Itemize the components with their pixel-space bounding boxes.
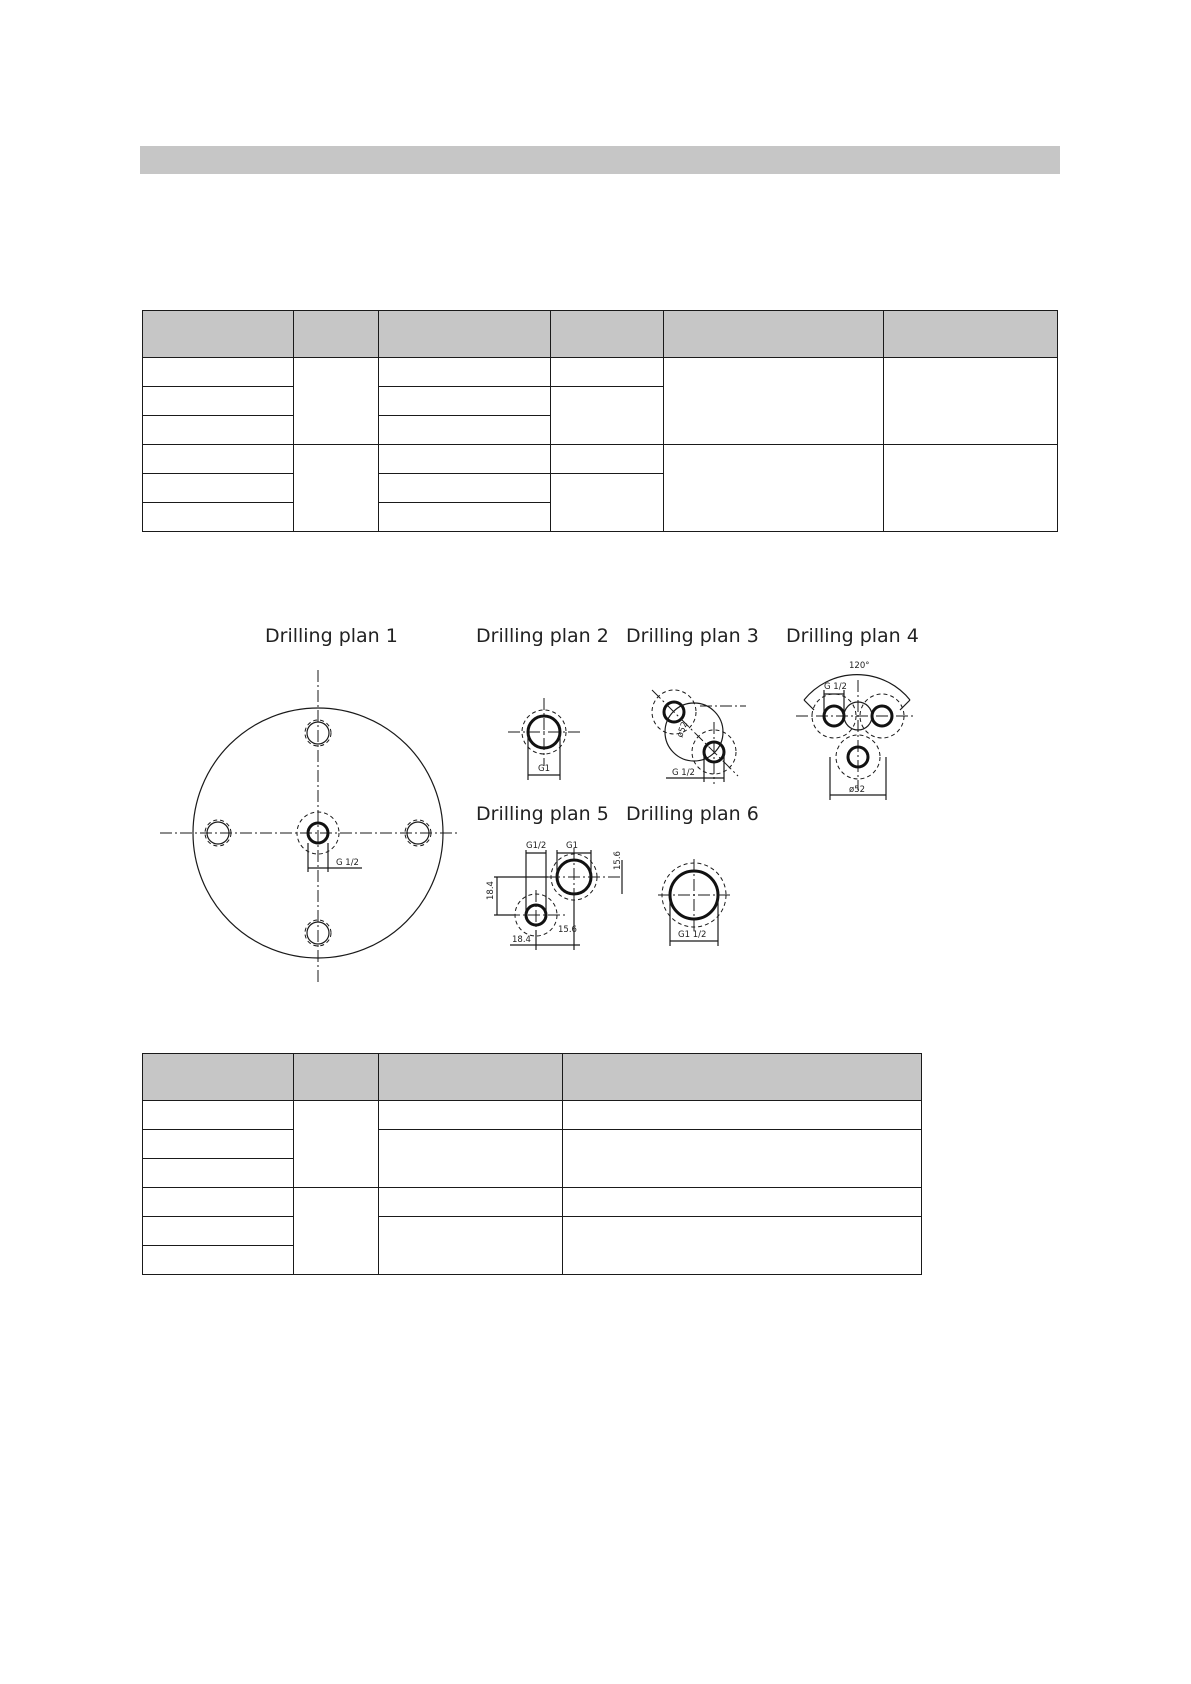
plan-3-diameter-label: ø52 xyxy=(675,720,691,740)
table-header-cell xyxy=(563,1054,922,1101)
table-cell xyxy=(143,1188,294,1217)
drilling-plan-1-figure xyxy=(160,670,458,985)
table-cell xyxy=(143,1217,294,1246)
table-cell xyxy=(143,1130,294,1159)
table-header-row xyxy=(143,1054,922,1101)
table-cell xyxy=(378,1188,563,1217)
table-header-cell xyxy=(143,1054,294,1101)
drilling-plan-3-figure xyxy=(652,690,746,784)
table-cell xyxy=(563,1101,922,1130)
table-cell xyxy=(563,1217,922,1275)
spec-table-2 xyxy=(142,1053,922,1275)
table-header-cell xyxy=(378,1054,563,1101)
plan-5-dim-label-c: 18.4 xyxy=(486,881,496,900)
drilling-plan-2-figure xyxy=(508,698,580,780)
table-cell xyxy=(378,1101,563,1130)
table-row xyxy=(143,1130,922,1159)
plan-1-dim-label: G 1/2 xyxy=(336,858,359,868)
plan-5-dim-label-a: G1/2 xyxy=(526,841,547,851)
drilling-plan-6-figure xyxy=(658,859,730,946)
plan-4-angle-label: 120° xyxy=(849,661,870,671)
table-cell xyxy=(378,1130,563,1188)
plan-3-dim-label: G 1/2 xyxy=(672,768,695,778)
plan-5-dim-label-e: 18.4 xyxy=(512,935,531,945)
drilling-plan-1-title: Drilling plan 1 xyxy=(265,625,398,647)
table-cell xyxy=(143,1159,294,1188)
plan-2-dim-label: G1 xyxy=(538,764,550,774)
plan-4-diameter-label: ø52 xyxy=(849,785,866,795)
drilling-plan-5-title: Drilling plan 5 xyxy=(476,803,609,825)
table-cell xyxy=(563,1130,922,1188)
table-row xyxy=(143,1217,922,1246)
drilling-plan-6-title: Drilling plan 6 xyxy=(626,803,759,825)
plan-4-thread-label: G 1/2 xyxy=(824,682,847,692)
table-cell xyxy=(143,1101,294,1130)
table-cell xyxy=(143,1246,294,1275)
table-cell xyxy=(293,1188,378,1275)
drilling-plan-2-title: Drilling plan 2 xyxy=(476,625,609,647)
plan-6-dim-label: G1 1/2 xyxy=(678,930,707,940)
drilling-plan-3-title: Drilling plan 3 xyxy=(626,625,759,647)
table-cell xyxy=(563,1188,922,1217)
plan-5-dim-label-f: 15.6 xyxy=(558,925,577,935)
table-row xyxy=(143,1188,922,1217)
plan-5-dim-label-d: 15.6 xyxy=(613,851,623,870)
table-cell xyxy=(378,1217,563,1275)
drilling-plan-4-figure xyxy=(796,661,916,800)
plan-5-dim-label-b: G1 xyxy=(566,841,578,851)
drilling-plan-4-title: Drilling plan 4 xyxy=(786,625,919,647)
table-row xyxy=(143,1101,922,1130)
table-header-cell xyxy=(293,1054,378,1101)
drilling-plan-5-figure xyxy=(486,841,623,950)
table-cell xyxy=(293,1101,378,1188)
